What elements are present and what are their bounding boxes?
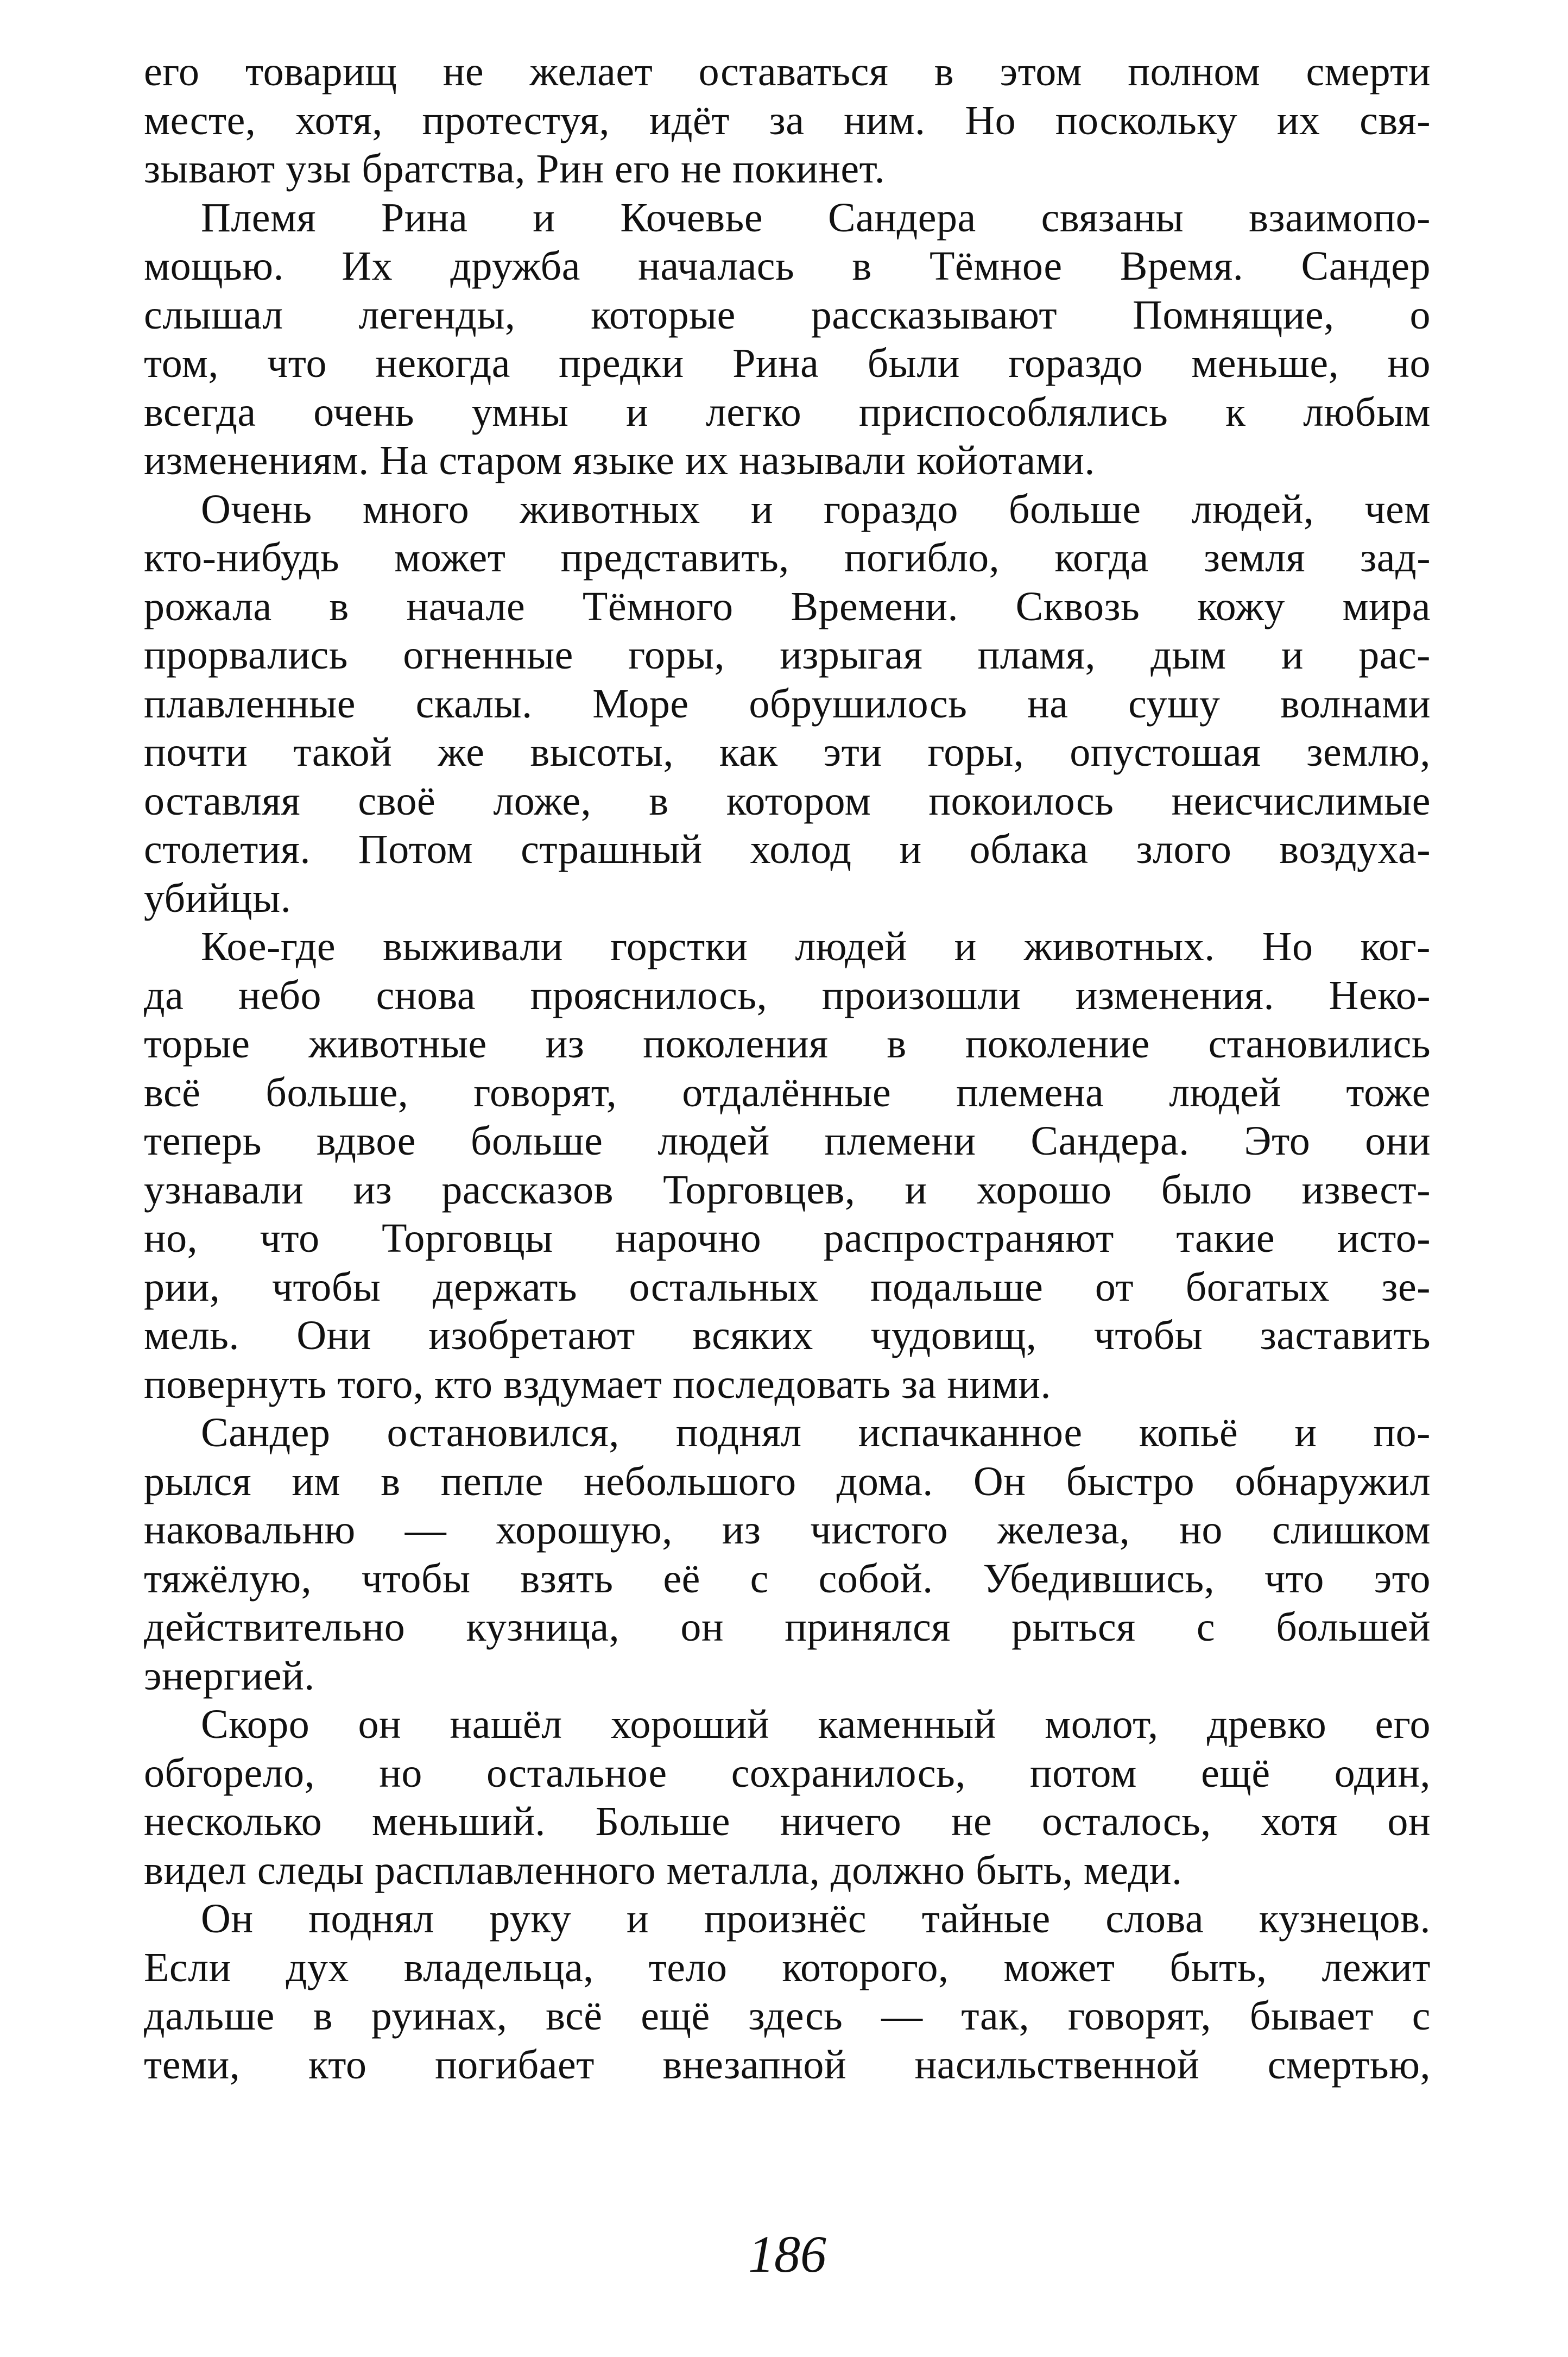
text-line: всё больше, говорят, отдалённые племена людей тоже [144,1069,1431,1116]
text-line: Племя Рина и Кочевье Сандера связаны взаимопо- [201,194,1431,241]
text-line: тяжёлую, чтобы взять её с собой. Убедившись, что это [144,1555,1431,1602]
text-line: торые животные из поколения в поколение становились [144,1021,1431,1067]
text-line: плавленные скалы. Море обрушилось на сушу волнами [144,680,1431,727]
text-line: узнавали из рассказов Торговцев, и хорошо было извест- [144,1167,1431,1213]
text-line: изменениям. На старом языке их называли койотами. [144,438,1095,483]
text-line: том, что некогда предки Рина были гораздо меньше, но [144,341,1431,386]
text-line: слышал легенды, которые рассказывают Помнящие, о [144,292,1431,338]
text-line: рожала в начале Тёмного Времени. Сквозь кожу мира [144,583,1431,629]
text-line: теперь вдвое больше людей племени Сандера. Это они [144,1118,1431,1164]
text-line: теми, кто погибает внезапной насильственной смертью, [144,2041,1431,2088]
text-line: всегда очень умны и легко приспособлялись к любым [144,389,1431,435]
text-line: повернуть того, кто вздумает последовать за ними. [144,1361,1051,1407]
text-line: Очень много животных и гораздо больше людей, чем [201,486,1431,532]
body-text [144,48,1431,2089]
text-line: рии, чтобы держать остальных подальше от богатых зе- [144,1264,1431,1310]
text-line: оставляя своё ложе, в котором покоилось неисчислимые [144,778,1431,824]
text-line: да небо снова прояснилось, произошли изменения. Неко- [144,972,1431,1018]
text-line: убийцы. [144,875,292,921]
text-line: его товарищ не желает оставаться в этом полном смерти [144,49,1431,94]
text-line: энергией. [144,1653,315,1699]
text-line: прорвались огненные горы, изрыгая пламя, дым и рас- [144,632,1431,678]
text-line: дальше в руинах, всё ещё здесь — так, говорят, бывает с [144,1993,1431,2039]
text-line: но, что Торговцы нарочно распространяют такие исто- [144,1215,1431,1261]
text-line: видел следы расплавленного металла, должно быть, меди. [144,1847,1183,1893]
text-line: рылся им в пепле небольшого дома. Он быстро обнаружил [144,1458,1431,1504]
text-line: действительно кузница, он принялся рыться с большей [144,1604,1431,1650]
text-line: Сандер остановился, поднял испачканное копьё и по- [201,1410,1431,1455]
text-line: обгорело, но остальное сохранилось, потом ещё один, [144,1750,1431,1796]
page-number: 186 [748,2225,826,2283]
text-line: Скоро он нашёл хороший каменный молот, древко его [201,1701,1431,1747]
text-line: зывают узы братства, Рин его не покинет. [144,146,886,192]
book-page [144,48,1431,2329]
text-line: Если дух владельца, тело которого, может быть, лежит [144,1944,1431,1990]
text-line: наковальню — хорошую, из чистого железа, но слишком [144,1507,1431,1553]
text-line: столетия. Потом страшный холод и облака злого воздуха- [144,827,1431,872]
text-line: почти такой же высоты, как эти горы, опустошая землю, [144,729,1431,775]
text-line: мель. Они изобретают всяких чудовищ, чтобы заставить [144,1313,1431,1358]
text-line: Кое-где выживали горстки людей и животных. Но ког- [201,924,1431,969]
text-line: Он поднял руку и произнёс тайные слова кузнецов. [201,1896,1431,1942]
text-line: месте, хотя, протестуя, идёт за ним. Но поскольку их свя- [144,97,1431,143]
text-line: кто-нибудь может представить, погибло, когда земля зад- [144,535,1431,581]
text-line: несколько меньший. Больше ничего не осталось, хотя он [144,1799,1431,1844]
text-line: мощью. Их дружба началась в Тёмное Время. Сандер [144,243,1431,289]
